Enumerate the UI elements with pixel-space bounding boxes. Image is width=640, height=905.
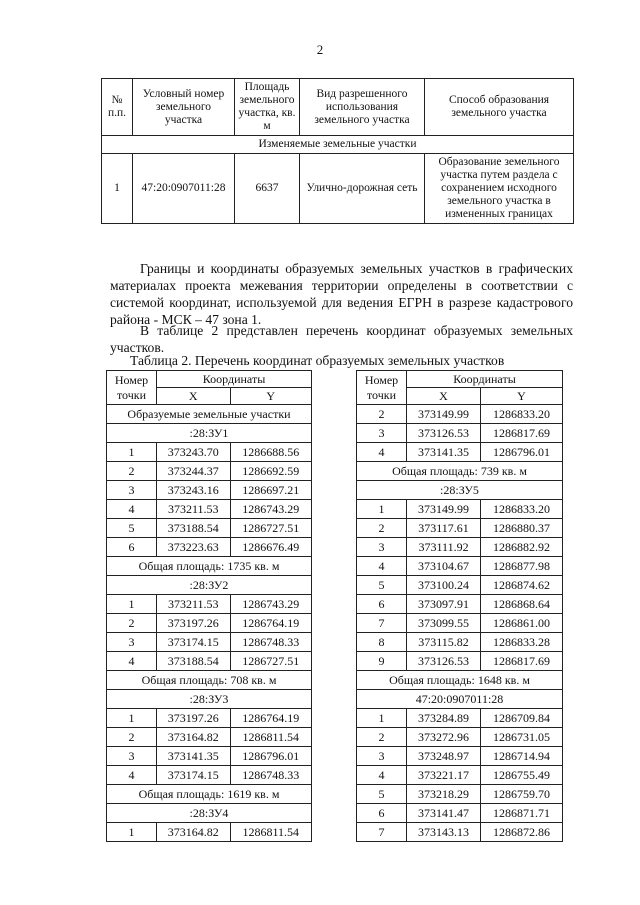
point-number: 3 <box>107 481 157 500</box>
coord-y: 1286743.29 <box>230 595 311 614</box>
coord-x: 373244.37 <box>157 462 231 481</box>
coord-x: 373243.70 <box>157 443 231 462</box>
header-parcel-id: Условный номер земельного участка <box>133 79 235 136</box>
coord-x: 373149.99 <box>407 500 481 519</box>
coord-y: 1286877.98 <box>481 557 563 576</box>
header-point-number: Номер точки <box>107 371 157 405</box>
coord-x: 373248.97 <box>407 747 481 766</box>
table-row <box>357 728 563 747</box>
coord-y: 1286811.54 <box>230 728 311 747</box>
section-label: :28:ЗУ3 <box>107 690 312 709</box>
point-number: 1 <box>357 500 407 519</box>
coord-y: 1286833.28 <box>481 633 563 652</box>
coord-x: 373126.53 <box>407 424 481 443</box>
point-number: 2 <box>107 462 157 481</box>
coord-x: 373223.63 <box>157 538 231 557</box>
table-row <box>357 519 563 538</box>
paragraph-coordinates: Границы и координаты образуемых земельных участков в графических материалах проекта межевания территории определены в соответствии с системой координат, используемой для ведения ЕГРН в разрезе кадастрового района - МСК – 47 зона 1. <box>110 261 573 327</box>
point-number: 2 <box>357 405 407 424</box>
table-row <box>107 728 312 747</box>
section-heading: Изменяемые земельные участки <box>102 136 574 154</box>
point-number: 4 <box>357 766 407 785</box>
section-label: :28:ЗУ2 <box>107 576 312 595</box>
coord-y: 1286743.29 <box>230 500 311 519</box>
parcel-table-header <box>102 79 574 136</box>
table-caption: Таблица 2. Перечень координат образуемых земельных участков <box>130 353 505 368</box>
coord-y: 1286861.00 <box>481 614 563 633</box>
section-label: Общая площадь: 1648 кв. м <box>357 671 563 690</box>
coord-y: 1286676.49 <box>230 538 311 557</box>
coord-y: 1286868.64 <box>481 595 563 614</box>
table-row <box>357 709 563 728</box>
table-row <box>357 595 563 614</box>
coord-table-right <box>356 370 563 842</box>
coord-x: 373141.35 <box>157 747 231 766</box>
coord-x: 373099.55 <box>407 614 481 633</box>
point-number: 6 <box>357 595 407 614</box>
coord-y: 1286796.01 <box>481 443 563 462</box>
section-label: :28:ЗУ5 <box>357 481 563 500</box>
header-number: № п.п. <box>102 79 133 136</box>
coord-x: 373141.35 <box>407 443 481 462</box>
point-number: 3 <box>357 538 407 557</box>
section-label: Образуемые земельные участки <box>107 405 312 424</box>
coord-y: 1286833.20 <box>481 405 563 424</box>
coord-y: 1286688.56 <box>230 443 311 462</box>
point-number: 2 <box>107 728 157 747</box>
row-parcel-id: 47:20:0907011:28 <box>133 154 235 224</box>
section-label: Общая площадь: 739 кв. м <box>357 462 563 481</box>
coord-y: 1286714.94 <box>481 747 563 766</box>
section-row <box>107 424 312 443</box>
coord-x: 373243.16 <box>157 481 231 500</box>
coord-x: 373272.96 <box>407 728 481 747</box>
point-number: 7 <box>357 614 407 633</box>
point-number: 6 <box>107 538 157 557</box>
section-row <box>357 671 563 690</box>
coord-x: 373211.53 <box>157 500 231 519</box>
row-number: 1 <box>102 154 133 224</box>
paragraph-table-intro: В таблице 2 представлен перечень координат образуемых земельных участков. <box>110 323 573 355</box>
coord-y: 1286833.20 <box>481 500 563 519</box>
row-permitted-use: Улично-дорожная сеть <box>300 154 425 224</box>
section-row <box>107 671 312 690</box>
coord-x: 373284.89 <box>407 709 481 728</box>
section-label: Общая площадь: 1735 кв. м <box>107 557 312 576</box>
table-row <box>107 538 312 557</box>
coord-y: 1286727.51 <box>230 652 311 671</box>
section-label: Общая площадь: 1619 кв. м <box>107 785 312 804</box>
section-row <box>107 690 312 709</box>
point-number: 5 <box>107 519 157 538</box>
point-number: 8 <box>357 633 407 652</box>
point-number: 3 <box>357 424 407 443</box>
table-row <box>357 576 563 595</box>
table-row <box>107 519 312 538</box>
point-number: 1 <box>107 709 157 728</box>
row-area: 6637 <box>235 154 300 224</box>
table-row <box>107 709 312 728</box>
coord-y: 1286796.01 <box>230 747 311 766</box>
coord-table-left <box>106 370 312 842</box>
coord-y: 1286874.62 <box>481 576 563 595</box>
coord-y: 1286697.21 <box>230 481 311 500</box>
table-row <box>357 652 563 671</box>
point-number: 2 <box>357 728 407 747</box>
table-row <box>357 823 563 842</box>
coord-x: 373188.54 <box>157 652 231 671</box>
table-row <box>357 405 563 424</box>
header-x: X <box>407 388 481 405</box>
table-row <box>107 595 312 614</box>
point-number: 4 <box>107 766 157 785</box>
coord-y: 1286759.70 <box>481 785 563 804</box>
point-number: 1 <box>107 823 157 842</box>
table-row <box>102 154 574 224</box>
coord-y: 1286811.54 <box>230 823 311 842</box>
header-point-number: Номер точки <box>357 371 407 405</box>
section-row <box>357 690 563 709</box>
header-coordinates: Координаты <box>157 371 312 388</box>
section-label: Общая площадь: 708 кв. м <box>107 671 312 690</box>
point-number: 9 <box>357 652 407 671</box>
coord-y: 1286880.37 <box>481 519 563 538</box>
coord-x: 373164.82 <box>157 823 231 842</box>
table-row <box>107 747 312 766</box>
coord-x: 373221.17 <box>407 766 481 785</box>
section-row <box>357 462 563 481</box>
coord-y: 1286709.84 <box>481 709 563 728</box>
point-number: 4 <box>357 443 407 462</box>
point-number: 4 <box>107 500 157 519</box>
page-number: 2 <box>316 42 324 57</box>
table-row <box>107 633 312 652</box>
point-number: 7 <box>357 823 407 842</box>
section-row <box>107 785 312 804</box>
coord-y: 1286817.69 <box>481 652 563 671</box>
coord-y: 1286817.69 <box>481 424 563 443</box>
point-number: 2 <box>357 519 407 538</box>
coord-y: 1286727.51 <box>230 519 311 538</box>
coord-x: 373111.92 <box>407 538 481 557</box>
table-row <box>107 443 312 462</box>
coord-x: 373188.54 <box>157 519 231 538</box>
coord-x: 373164.82 <box>157 728 231 747</box>
coord-y: 1286731.05 <box>481 728 563 747</box>
table-row <box>107 481 312 500</box>
table-row <box>107 766 312 785</box>
table-row <box>107 614 312 633</box>
point-number: 5 <box>357 576 407 595</box>
coord-y: 1286692.59 <box>230 462 311 481</box>
coord-x: 373197.26 <box>157 614 231 633</box>
coord-x: 373126.53 <box>407 652 481 671</box>
point-number: 6 <box>357 804 407 823</box>
point-number: 1 <box>107 443 157 462</box>
header-area: Площадь земельного участка, кв. м <box>235 79 300 136</box>
coord-x: 373100.24 <box>407 576 481 595</box>
section-row <box>107 557 312 576</box>
coord-x: 373174.15 <box>157 633 231 652</box>
header-x: X <box>157 388 231 405</box>
point-number: 1 <box>107 595 157 614</box>
table-row <box>357 424 563 443</box>
coord-y: 1286755.49 <box>481 766 563 785</box>
point-number: 1 <box>357 709 407 728</box>
coord-y: 1286871.71 <box>481 804 563 823</box>
coord-x: 373218.29 <box>407 785 481 804</box>
section-label: :28:ЗУ4 <box>107 804 312 823</box>
table-row <box>357 443 563 462</box>
coord-x: 373097.91 <box>407 595 481 614</box>
section-label: 47:20:0907011:28 <box>357 690 563 709</box>
section-row <box>107 576 312 595</box>
table-row <box>357 747 563 766</box>
coord-x: 373143.13 <box>407 823 481 842</box>
table-row <box>107 500 312 519</box>
point-number: 3 <box>107 747 157 766</box>
header-y: Y <box>481 388 563 405</box>
coord-y: 1286748.33 <box>230 633 311 652</box>
table-row <box>357 538 563 557</box>
section-label: :28:ЗУ1 <box>107 424 312 443</box>
table-row <box>357 614 563 633</box>
point-number: 5 <box>357 785 407 804</box>
coord-x: 373104.67 <box>407 557 481 576</box>
coord-x: 373141.47 <box>407 804 481 823</box>
header-y: Y <box>230 388 311 405</box>
table-row <box>357 633 563 652</box>
header-permitted-use: Вид разрешенного использования земельного участка <box>300 79 425 136</box>
coord-y: 1286882.92 <box>481 538 563 557</box>
table-row <box>107 462 312 481</box>
coord-x: 373149.99 <box>407 405 481 424</box>
coord-y: 1286764.19 <box>230 709 311 728</box>
table-row <box>357 500 563 519</box>
table-row <box>357 766 563 785</box>
table-row <box>107 823 312 842</box>
table-row <box>357 785 563 804</box>
header-formation-method: Способ образования земельного участка <box>425 79 574 136</box>
point-number: 4 <box>107 652 157 671</box>
row-formation-method: Образование земельного участка путем раздела с сохранением исходного земельного участка в измененных границах <box>425 154 574 224</box>
point-number: 2 <box>107 614 157 633</box>
coord-x: 373197.26 <box>157 709 231 728</box>
coord-y: 1286748.33 <box>230 766 311 785</box>
coord-y: 1286764.19 <box>230 614 311 633</box>
point-number: 3 <box>357 747 407 766</box>
coord-y: 1286872.86 <box>481 823 563 842</box>
header-coordinates: Координаты <box>407 371 563 388</box>
coord-x: 373174.15 <box>157 766 231 785</box>
section-row <box>107 804 312 823</box>
coord-x: 373117.61 <box>407 519 481 538</box>
table-row <box>107 652 312 671</box>
coord-x: 373211.53 <box>157 595 231 614</box>
table-row <box>357 557 563 576</box>
coord-x: 373115.82 <box>407 633 481 652</box>
section-row <box>357 481 563 500</box>
point-number: 4 <box>357 557 407 576</box>
section-row <box>107 405 312 424</box>
table-row <box>357 804 563 823</box>
point-number: 3 <box>107 633 157 652</box>
parcel-table <box>101 78 574 224</box>
